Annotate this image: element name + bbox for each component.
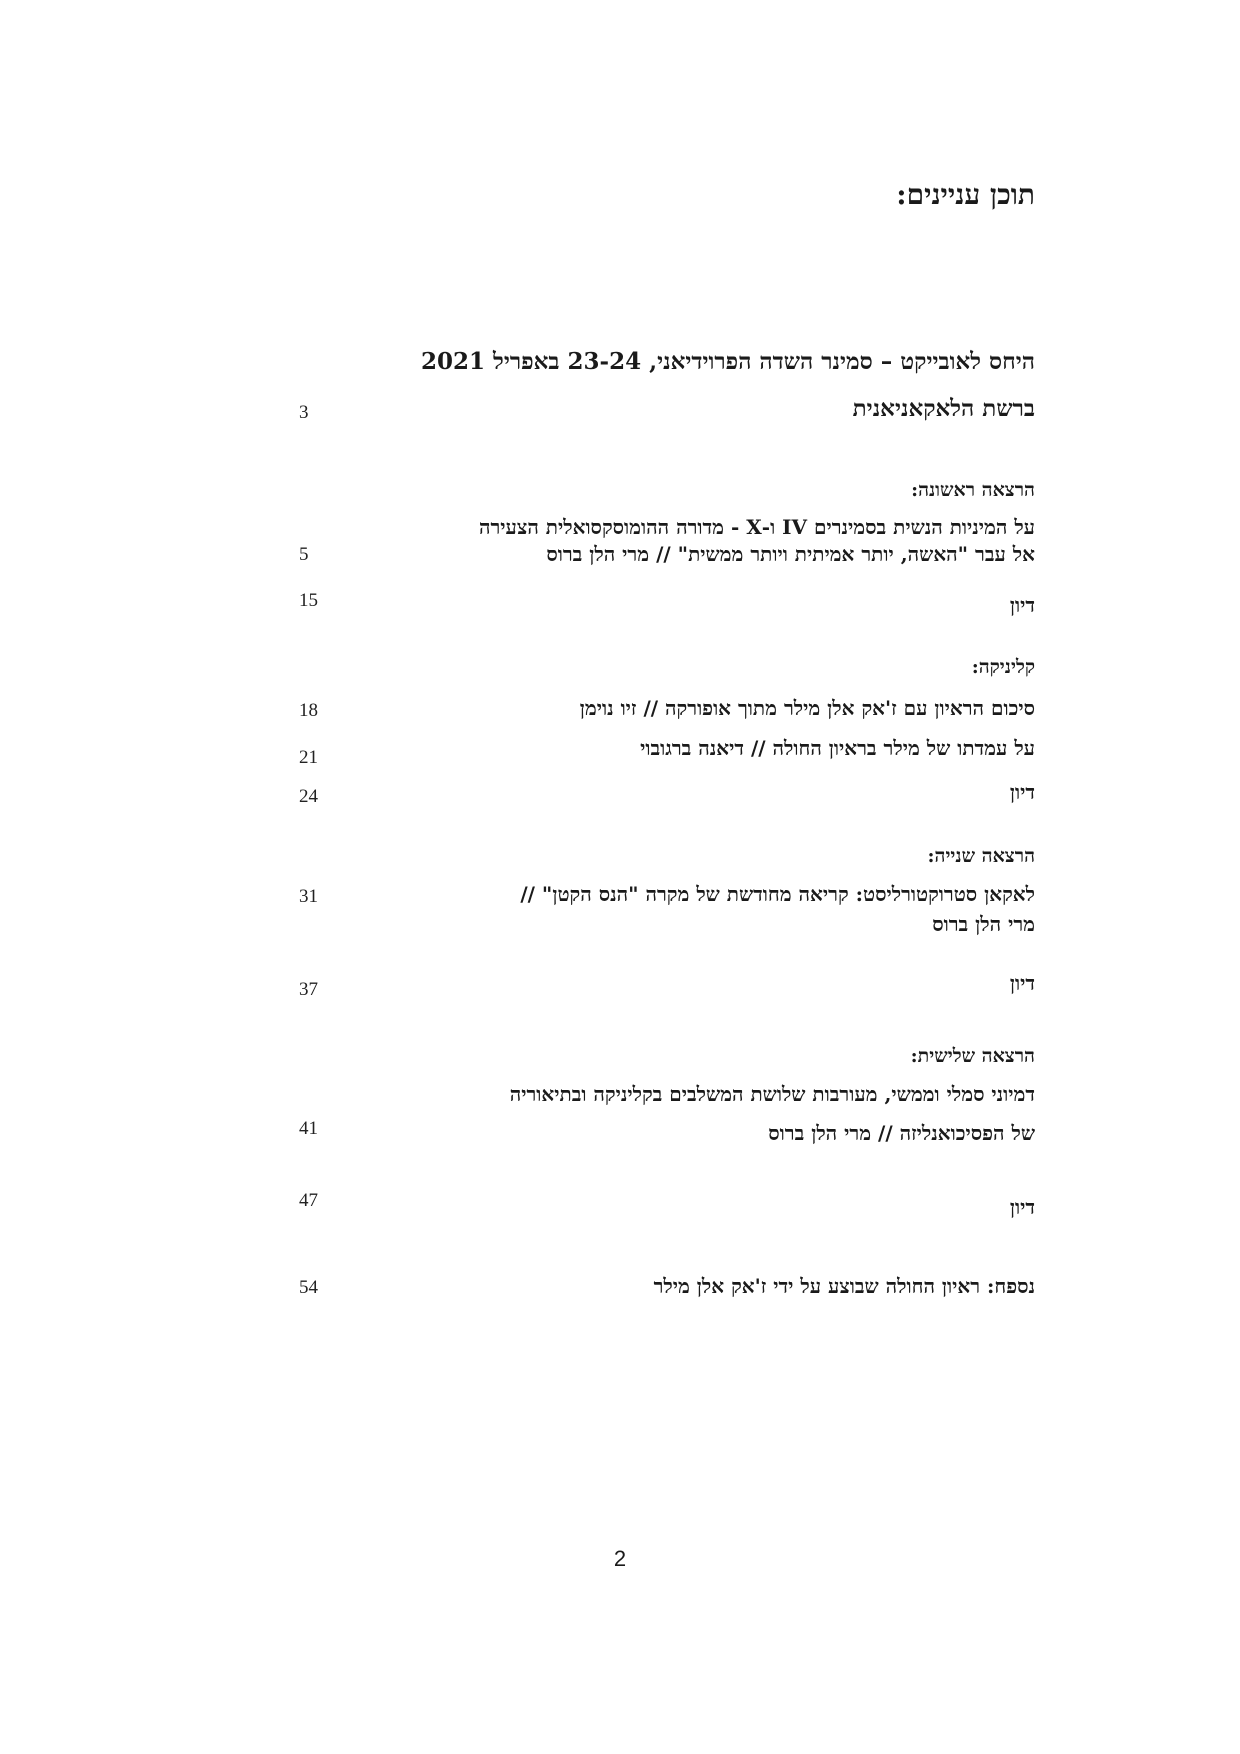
intro-page-number: 3 — [299, 402, 309, 423]
intro-title-line2: ברשת הלאקאניאנית — [852, 395, 1035, 422]
appendix-page-number: 54 — [299, 1277, 318, 1298]
page-number: 2 — [613, 1546, 627, 1571]
lecture2-heading: הרצאה שנייה: — [927, 845, 1035, 867]
lecture1-title-line1: על המיניות הנשית בסמינרים IV ו-X - מדורה ההומוסקסואלית הצעירה — [478, 515, 1035, 539]
lecture1-page-number: 5 — [299, 544, 309, 565]
clinic-item1-page-number: 18 — [299, 700, 318, 721]
clinic-item2: על עמדתו של מילר בראיון החולה // דיאנה ברגובוי — [640, 736, 1035, 760]
intro-title-line1: היחס לאובייקט – סמינר השדה הפרוידיאני, 23-24 באפריל 2021 — [421, 348, 1035, 375]
appendix-title: נספח: ראיון החולה שבוצע על ידי ז'אק אלן מילר — [653, 1274, 1035, 1298]
lecture3-heading: הרצאה שלישית: — [910, 1045, 1035, 1067]
lecture1-discussion: דיון — [1009, 593, 1035, 617]
clinic-heading: קליניקה: — [971, 656, 1035, 678]
lecture2-page-number: 31 — [299, 886, 318, 907]
clinic-item1: סיכום הראיון עם ז'אק אלן מילר מתוך אופורקה // זיו נוימן — [579, 696, 1035, 720]
clinic-item2-page-number: 21 — [299, 747, 318, 768]
lecture3-discussion: דיון — [1009, 1195, 1035, 1219]
lecture3-title-line2: של הפסיכואנליזה // מרי הלן ברוס — [768, 1121, 1035, 1145]
lecture1-heading: הרצאה ראשונה: — [911, 479, 1035, 501]
clinic-discussion: דיון — [1009, 780, 1035, 804]
lecture2-discussion: דיון — [1009, 971, 1035, 995]
lecture2-title-line1: לאקאן סטרוקטורליסט: קריאה מחודשת של מקרה "הנס הקטן" // — [520, 882, 1035, 906]
lecture2-discussion-page-number: 37 — [299, 979, 318, 1000]
lecture2-title-line2: מרי הלן ברוס — [932, 912, 1035, 936]
lecture1-discussion-page-number: 15 — [299, 590, 318, 611]
clinic-discussion-page-number: 24 — [299, 786, 318, 807]
lecture3-page-number: 41 — [299, 1118, 318, 1139]
lecture1-title-line2: אל עבר "האשה, יותר אמיתית ויותר ממשית" // מרי הלן ברוס — [546, 542, 1035, 566]
lecture3-title-line1: דמיוני סמלי וממשי, מעורבות שלושת המשלבים בקליניקה ובתיאוריה — [509, 1082, 1035, 1106]
toc-title: תוכן עניינים: — [896, 178, 1035, 211]
lecture3-discussion-page-number: 47 — [299, 1190, 318, 1211]
